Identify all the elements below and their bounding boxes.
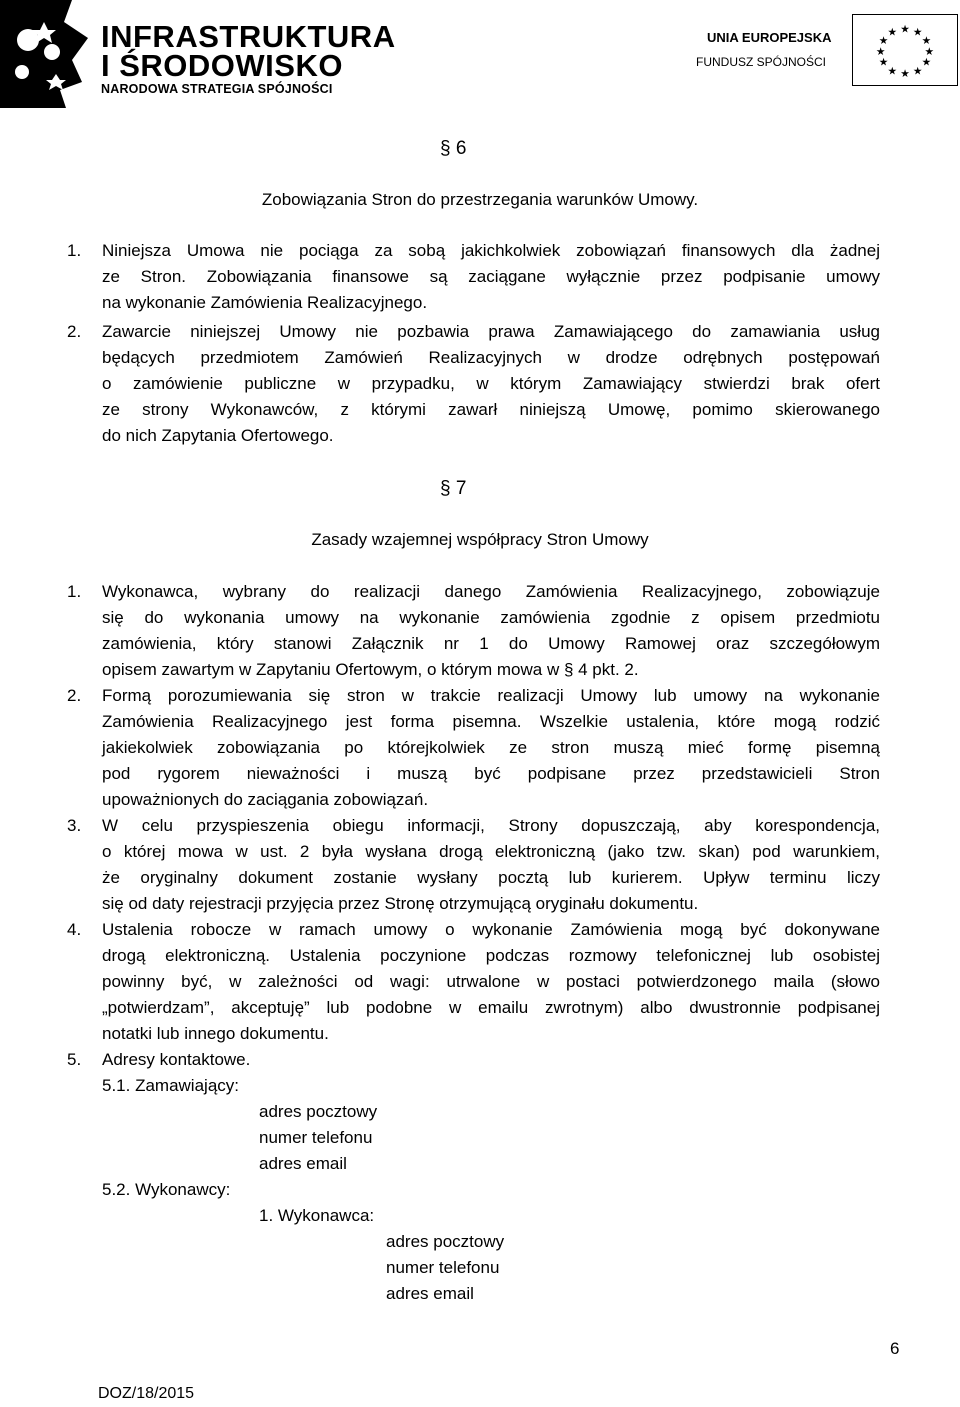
s6-p2-line: o zamówienie publiczne w przypadku, w którym Zamawiający stwierdzi brak ofert: [102, 374, 880, 393]
contact-item: numer telefonu: [386, 1258, 500, 1277]
ue-name: UNIA EUROPEJSKA: [707, 30, 832, 45]
section-7-marker: § 7: [440, 478, 467, 499]
s6-p2-line: Zawarcie niniejszej Umowy nie pozbawia prawa Zamawiającego do zamawiania usług: [102, 322, 880, 341]
svg-text:★: ★: [878, 34, 889, 48]
page-number: 6: [890, 1339, 900, 1358]
s7-p2-line: Zamówienia Realizacyjnego jest forma pisemna. Wszelkie ustalenia, które mogą rodzić: [102, 712, 880, 731]
s7-p3-line: się od daty rejestracji przyjęcia przez Stronę otrzymującą oryginału dokumentu.: [102, 894, 699, 913]
contact-item: numer telefonu: [259, 1128, 373, 1147]
s7-p2-line: jakiekolwiek zobowiązania po którejkolwiek ze stron muszą mieć formę pisemną: [102, 738, 880, 757]
s7-p1-line: się do wykonania umowy na wykonanie zamówienia zgodnie z opisem przedmiotu: [102, 608, 880, 627]
s6-p1-line: ze Stron. Zobowiązania finansowe są zaciągane wyłącznie przez podpisanie umowy: [102, 267, 880, 286]
s6-p2-number: 2.: [67, 322, 82, 341]
s6-p2-line: będących przedmiotem Zamówień Realizacyjnych w drodze odrębnych postępowań: [102, 348, 880, 367]
ue-fund: FUNDUSZ SPÓJNOŚCI: [696, 55, 827, 69]
s6-p2-line: do nich Zapytania Ofertowego.: [102, 426, 334, 445]
s7-p4-line: drogą elektroniczną. Ustalenia poczynione podczas rozmowy telefonicznej lub osobistej: [102, 946, 880, 965]
brand-line-1: INFRASTRUKTURA: [101, 19, 396, 54]
s6-p1-line: na wykonanie Zamówienia Realizacyjnego.: [102, 293, 428, 312]
section-6-title: Zobowiązania Stron do przestrzegania warunków Umowy.: [261, 190, 699, 209]
svg-text:★: ★: [912, 25, 923, 39]
s7-p4-line: „potwierdzam”, akceptuję” lub podobne w emailu zwrotnym) albo dwustronnie podpisanej: [102, 998, 880, 1017]
svg-text:★: ★: [875, 44, 886, 58]
svg-text:★: ★: [878, 55, 889, 69]
s6-p2-line: ze strony Wykonawców, z którymi zawarł niniejszą Umowę, pomimo skierowanego: [102, 400, 880, 419]
s7-p2-line: pod rygorem nieważności i muszą być podpisane przez przedstawicieli Stron: [102, 764, 880, 783]
eu-flag-icon: [852, 14, 958, 86]
s7-p5-number: 5.: [67, 1050, 82, 1069]
s7-p2-line: Formą porozumiewania się stron w trakcie realizacji Umowy lub umowy na wykonanie: [102, 686, 880, 705]
s7-p4-line: notatki lub innego dokumentu.: [102, 1024, 329, 1043]
s7-p4-line: powinny być, w zależności od wagi: utrwalone w postaci potwierdzonego maila (słowo: [102, 972, 880, 991]
document-code: DOZ/18/2015: [98, 1385, 195, 1402]
infrastruktura-logo-icon: [0, 0, 90, 108]
s6-p1-number: 1.: [67, 241, 82, 260]
s7-p5-text: Adresy kontaktowe.: [102, 1050, 251, 1069]
svg-text:★: ★: [912, 64, 923, 78]
s7-p2-number: 2.: [67, 686, 82, 705]
section-6-marker: § 6: [440, 138, 467, 159]
svg-text:★: ★: [900, 22, 910, 36]
s7-p1-number: 1.: [67, 582, 82, 601]
s7-p4-number: 4.: [67, 920, 82, 939]
contact-item: adres pocztowy: [259, 1102, 378, 1121]
brand-line-2: I ŚRODOWISKO: [101, 48, 343, 83]
svg-text:★: ★: [921, 34, 932, 48]
s7-p1-line: Wykonawca, wybrany do realizacji danego Zamówienia Realizacyjnego, zobowiązuje: [102, 582, 880, 601]
brand-subtitle: NARODOWA STRATEGIA SPÓJNOŚCI: [101, 82, 333, 96]
s7-p4-line: Ustalenia robocze w ramach umowy o wykonanie Zamówienia mogą być dokonywane: [102, 920, 880, 939]
s7-p3-line: W celu przyspieszenia obiegu informacji, Strony dopuszczają, aby korespondencja,: [102, 816, 880, 835]
svg-text:★: ★: [924, 44, 935, 58]
svg-text:★: ★: [887, 64, 898, 78]
contact-item: adres email: [259, 1154, 347, 1173]
contact-item: adres email: [386, 1284, 474, 1303]
brand-title: [101, 19, 396, 83]
s7-p1-line: opisem zawartym w Zapytaniu Ofertowym, o którym mowa w § 4 pkt. 2.: [102, 660, 639, 679]
contact-wykonawcy-label: 5.2. Wykonawcy:: [102, 1180, 231, 1199]
s7-p1-line: zamówienia, który stanowi Załącznik nr 1 do Umowy Ramowej oraz szczegółowym: [102, 634, 880, 653]
contact-item: adres pocztowy: [386, 1232, 505, 1251]
s7-p2-line: upoważnionych do zaciągania zobowiązań.: [102, 790, 429, 809]
s7-p3-number: 3.: [67, 816, 82, 835]
s7-p3-line: o której mowa w ust. 2 była wysłana drogą elektroniczną (jako tzw. skan) pod warunkiem,: [102, 842, 880, 861]
svg-text:★: ★: [921, 55, 932, 69]
contact-wykonawca-1-label: 1. Wykonawca:: [259, 1206, 375, 1225]
page-header: [0, 0, 960, 110]
svg-text:★: ★: [887, 25, 898, 39]
s7-p3-line: że oryginalny dokument zostanie wysłany pocztą lub kurierem. Upływ terminu liczy: [102, 868, 880, 887]
svg-text:★: ★: [900, 67, 910, 81]
contact-zamawiajacy-label: 5.1. Zamawiający:: [102, 1076, 239, 1095]
section-7-title: Zasady wzajemnej współpracy Stron Umowy: [311, 530, 649, 549]
s6-p1-line: Niniejsza Umowa nie pociąga za sobą jakichkolwiek zobowiązań finansowych dla żadnej: [102, 241, 880, 260]
